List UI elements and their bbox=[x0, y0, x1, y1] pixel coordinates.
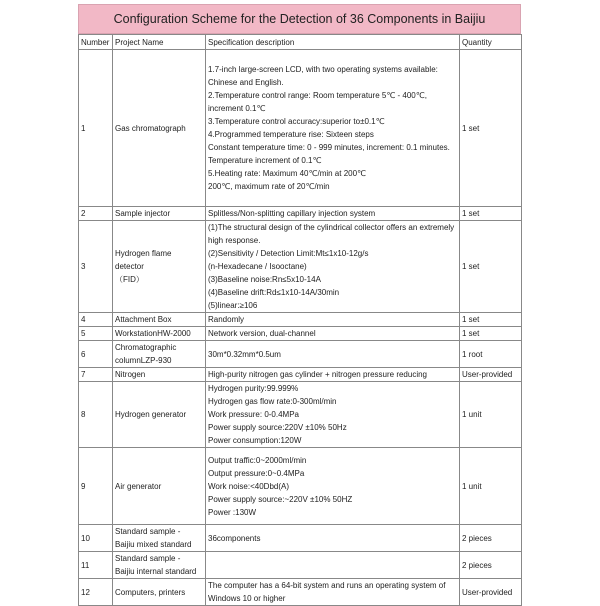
spec-line: 2.Temperature control range: Room temperature 5℃ - 400℃, increment 0.1℃ bbox=[208, 91, 427, 113]
spec-description bbox=[206, 579, 460, 606]
table-row bbox=[79, 382, 522, 448]
spec-line: (3)Baseline noise:Rn≤5x10-14A bbox=[208, 275, 321, 284]
table-row bbox=[79, 341, 522, 368]
project-name-line: （FID） bbox=[115, 275, 144, 284]
spec-line: Power consumption:120W bbox=[208, 436, 302, 445]
row-number: 12 bbox=[79, 579, 113, 606]
project-name-line: WorkstationHW-2000 bbox=[115, 329, 191, 338]
row-number: 4 bbox=[79, 313, 113, 327]
row-number: 5 bbox=[79, 327, 113, 341]
spec-line: (1)The structural design of the cylindrical collector offers an extremely high response. bbox=[208, 223, 455, 245]
header-project: Project Name bbox=[113, 35, 206, 50]
spec-line: 30m*0.32mm*0.5um bbox=[208, 349, 281, 359]
quantity: 2 pieces bbox=[460, 552, 522, 579]
spec-line: Power supply source:220V ±10% 50Hz bbox=[208, 423, 347, 432]
spec-description bbox=[206, 368, 460, 382]
project-name-line: Standard sample - bbox=[115, 527, 181, 536]
quantity: 1 root bbox=[460, 341, 522, 368]
project-name bbox=[113, 221, 206, 313]
spec-line: 3.Temperature control accuracy:superior to±0.1℃ bbox=[208, 117, 385, 126]
table-row bbox=[79, 50, 522, 207]
project-name-line: Hydrogen generator bbox=[115, 410, 187, 419]
spec-line: Hydrogen gas flow rate:0-300ml/min bbox=[208, 397, 337, 406]
project-name-line: Baijiu internal standard bbox=[115, 567, 197, 576]
header-number: Number bbox=[79, 35, 113, 50]
project-name-line: Sample injector bbox=[115, 209, 171, 218]
quantity: 1 set bbox=[460, 50, 522, 207]
project-name bbox=[113, 327, 206, 341]
quantity: User-provided bbox=[460, 368, 522, 382]
header-row bbox=[79, 35, 522, 50]
spec-description bbox=[206, 207, 460, 221]
spec-line: Output pressure:0~0.4MPa bbox=[208, 468, 305, 478]
row-number: 3 bbox=[79, 221, 113, 313]
spec-line: (2)Sensitivity / Detection Limit:Mt≤1x10-12g/s bbox=[208, 249, 369, 258]
quantity: User-provided bbox=[460, 579, 522, 606]
spec-description bbox=[206, 50, 460, 207]
row-number: 2 bbox=[79, 207, 113, 221]
project-name bbox=[113, 382, 206, 448]
table-row bbox=[79, 579, 522, 606]
project-name bbox=[113, 50, 206, 207]
quantity: 1 unit bbox=[460, 448, 522, 525]
spec-line: Hydrogen purity:99.999% bbox=[208, 384, 299, 393]
project-name bbox=[113, 552, 206, 579]
spec-description bbox=[206, 327, 460, 341]
spec-description bbox=[206, 552, 460, 579]
spec-description bbox=[206, 221, 460, 313]
spec-line: Output traffic:0~2000ml/min bbox=[208, 455, 307, 465]
document bbox=[78, 4, 521, 606]
project-name-line: Computers, printers bbox=[115, 587, 186, 597]
spec-line: 4.Programmed temperature rise: Sixteen steps bbox=[208, 130, 374, 139]
spec-line: Power :130W bbox=[208, 507, 257, 517]
row-number: 6 bbox=[79, 341, 113, 368]
spec-line: Power supply source:~220V ±10% 50HZ bbox=[208, 494, 353, 504]
spec-line: 5.Heating rate: Maximum 40℃/min at 200℃ bbox=[208, 169, 367, 178]
quantity: 1 set bbox=[460, 327, 522, 341]
spec-line: (4)Baseline drift:Rd≤1x10-14A/30min bbox=[208, 288, 340, 297]
project-name bbox=[113, 368, 206, 382]
project-name bbox=[113, 313, 206, 327]
project-name-line: Air generator bbox=[115, 481, 162, 491]
project-name-line: Attachment Box bbox=[115, 315, 172, 324]
project-name-line: Nitrogen bbox=[115, 370, 146, 379]
table-row bbox=[79, 327, 522, 341]
spec-line: Work noise:<40Dbd(A) bbox=[208, 481, 289, 491]
table-row bbox=[79, 525, 522, 552]
spec-description bbox=[206, 382, 460, 448]
project-name bbox=[113, 341, 206, 368]
spec-line: Randomly bbox=[208, 315, 245, 324]
row-number: 8 bbox=[79, 382, 113, 448]
quantity: 2 pieces bbox=[460, 525, 522, 552]
spec-line: 1.7-inch large-screen LCD, with two operating systems available: Chinese and English. bbox=[208, 65, 438, 87]
spec-description bbox=[206, 448, 460, 525]
header-quantity: Quantity bbox=[460, 35, 522, 50]
spec-line: Temperature increment of 0.1℃ bbox=[208, 156, 322, 165]
project-name bbox=[113, 448, 206, 525]
row-number: 11 bbox=[79, 552, 113, 579]
quantity: 1 set bbox=[460, 313, 522, 327]
project-name-line: Hydrogen flame bbox=[115, 249, 172, 258]
project-name bbox=[113, 525, 206, 552]
table-body bbox=[79, 50, 522, 606]
spec-line: (n-Hexadecane / Isooctane) bbox=[208, 262, 307, 271]
project-name-line: Baijiu mixed standard bbox=[115, 540, 192, 549]
project-name-line: Gas chromatograph bbox=[115, 123, 186, 133]
quantity: 1 set bbox=[460, 207, 522, 221]
project-name bbox=[113, 579, 206, 606]
spec-line: The computer has a 64-bit system and runs an operating system of Windows 10 or higher bbox=[208, 581, 446, 603]
quantity: 1 unit bbox=[460, 382, 522, 448]
project-name-line: Standard sample - bbox=[115, 554, 181, 563]
table-row bbox=[79, 368, 522, 382]
row-number: 1 bbox=[79, 50, 113, 207]
document-title: Configuration Scheme for the Detection of 36 Components in Baijiu bbox=[78, 4, 521, 34]
quantity: 1 set bbox=[460, 221, 522, 313]
spec-line: Network version, dual-channel bbox=[208, 329, 316, 338]
spec-line: 200℃, maximum rate of 20℃/min bbox=[208, 182, 330, 191]
project-name-line: columnLZP-930 bbox=[115, 356, 172, 365]
project-name-line: Chromatographic bbox=[115, 343, 177, 352]
spec-line: Constant temperature time: 0 - 999 minutes, increment: 0.1 minutes. bbox=[208, 143, 450, 152]
project-name-line: detector bbox=[115, 262, 144, 271]
row-number: 9 bbox=[79, 448, 113, 525]
table-row bbox=[79, 552, 522, 579]
header-spec: Specification description bbox=[206, 35, 460, 50]
config-table bbox=[78, 34, 522, 606]
table-row bbox=[79, 221, 522, 313]
row-number: 10 bbox=[79, 525, 113, 552]
spec-line: 36components bbox=[208, 533, 261, 543]
table-row bbox=[79, 448, 522, 525]
spec-line: (5)linear:≥106 bbox=[208, 301, 258, 310]
table-row bbox=[79, 313, 522, 327]
project-name bbox=[113, 207, 206, 221]
table-row bbox=[79, 207, 522, 221]
spec-description bbox=[206, 341, 460, 368]
spec-line: Work pressure: 0-0.4MPa bbox=[208, 410, 299, 419]
spec-description bbox=[206, 525, 460, 552]
spec-line: Splitless/Non-splitting capillary injection system bbox=[208, 209, 376, 218]
spec-line: High-purity nitrogen gas cylinder + nitrogen pressure reducing bbox=[208, 370, 428, 379]
row-number: 7 bbox=[79, 368, 113, 382]
spec-description bbox=[206, 313, 460, 327]
